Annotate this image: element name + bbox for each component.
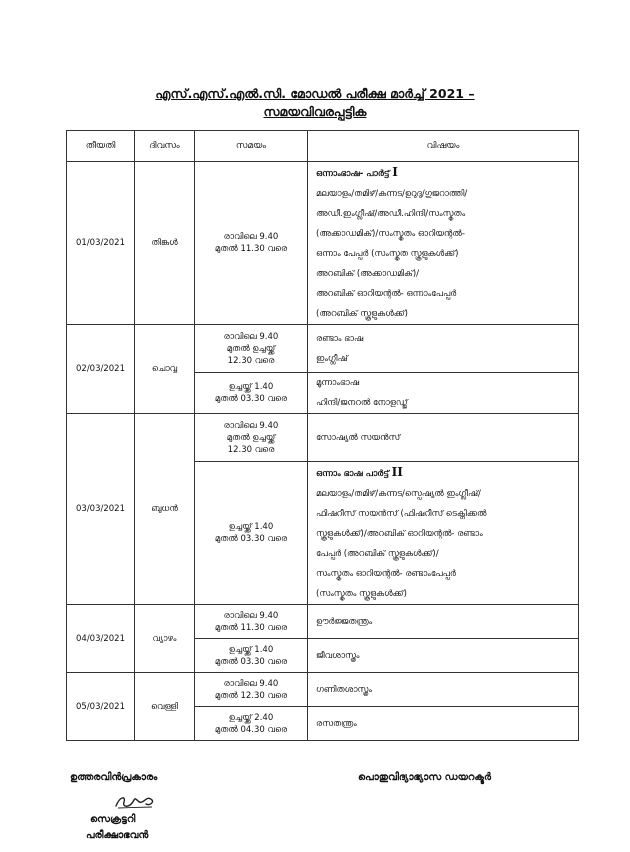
exam-subject	[308, 414, 579, 462]
subject-heading: ഒന്നാം ഭാഷ പാർട്ട്	[316, 469, 389, 479]
time-line: രാവിലെ 9.40	[223, 331, 279, 342]
exam-subject	[308, 373, 579, 414]
time-line: ഉച്ചയ്ക്ക് 2.40	[228, 712, 274, 723]
subject-line: മലയാളം/തമിഴ്/കന്നട/സ്പെഷ്യൽ ഇംഗ്ലീഷ്/	[316, 489, 481, 499]
table-row	[67, 673, 579, 707]
exam-subject	[308, 162, 579, 325]
time-line: മുതൽ 03.30 വരെ	[214, 656, 288, 667]
time-line: മുതൽ 11.30 വരെ	[214, 244, 288, 254]
header-date: തീയതി	[67, 131, 135, 162]
time-line: ഉച്ചയ്ക്ക് 1.40	[228, 644, 274, 655]
subject-line: (അറബിക് സ്കൂളുകൾക്ക്)	[316, 309, 408, 319]
time-line: മുതൽ ഉച്ചയ്ക്ക്	[226, 343, 276, 354]
exam-time	[195, 162, 308, 325]
time-line: മുതൽ 03.30 വരെ	[214, 534, 288, 544]
exam-subject	[308, 673, 579, 707]
secretary-label: സെക്രട്ടറി	[90, 814, 136, 825]
time-line: മുതൽ 04.30 വരെ	[214, 724, 288, 735]
subject-line: ഒന്നാം പേപ്പർ (സംസ്കൃത സ്കൂളുകൾക്ക്)	[316, 249, 459, 259]
subject-line: ജീവശാസ്ത്രം	[316, 650, 360, 661]
exam-time	[195, 325, 308, 373]
exam-day: വ്യാഴം	[135, 605, 195, 673]
subject-heading: ഒന്നാംഭാഷ- പാർട്ട്	[316, 169, 390, 179]
signature-image	[112, 792, 160, 812]
exam-date: 05/03/2021	[67, 673, 135, 741]
subject-line: രസതന്ത്രം	[316, 718, 357, 729]
time-line: മുതൽ 11.30 വരെ	[214, 622, 288, 633]
subject-line: രണ്ടാം ഭാഷ	[316, 333, 364, 344]
subject-line: ഊർജ്ജതന്ത്രം	[316, 616, 373, 627]
exam-time	[195, 639, 308, 673]
exam-subject	[308, 462, 579, 605]
by-order-label: ഉത്തരവിൻപ്രകാരം	[70, 772, 158, 783]
exam-time	[195, 605, 308, 639]
exam-subject	[308, 605, 579, 639]
exam-date: 04/03/2021	[67, 605, 135, 673]
subject-line: അഡീ.ഇംഗ്ലീഷ്/അഡീ.ഹിന്ദി/സംസ്കൃതം	[316, 209, 466, 219]
document-subtitle: സമയവിവരപ്പട്ടിക	[263, 104, 367, 119]
time-line: ഉച്ചയ്ക്ക് 1.40	[228, 382, 274, 392]
subject-line: (സംസ്കൃതം സ്കൂളുകൾക്ക്)	[316, 589, 407, 599]
table-row	[67, 605, 579, 639]
time-line: മുതൽ 03.30 വരെ	[214, 394, 288, 404]
subject-line: ഗണിതശാസ്ത്രം	[316, 684, 372, 695]
time-line: മുതൽ ഉച്ചയ്ക്ക്	[226, 432, 276, 443]
exam-subject	[308, 639, 579, 673]
exam-date: 03/03/2021	[67, 414, 135, 605]
table-row	[67, 414, 579, 462]
document-title: എസ്.എസ്.എൽ.സി. മോഡൽ പരീക്ഷ മാർച്ച് 2021 –	[155, 86, 475, 101]
exam-day: തിങ്കൾ	[135, 162, 195, 325]
subject-line: ഫിഷറീസ് സയൻസ് (ഫിഷറീസ് ടെക്നിക്കൽ	[316, 509, 487, 519]
exam-timetable	[66, 130, 579, 741]
exam-time	[195, 373, 308, 414]
exam-time	[195, 673, 308, 707]
time-line: രാവിലെ 9.40	[223, 678, 279, 689]
exam-time	[195, 462, 308, 605]
time-line: രാവിലെ 9.40	[223, 232, 279, 242]
time-line: ഉച്ചയ്ക്ക് 1.40	[228, 522, 274, 532]
exam-day: വെള്ളി	[135, 673, 195, 741]
part-numeral: I	[392, 165, 398, 179]
part-numeral: II	[391, 465, 403, 479]
subject-line: അറബിക് ഓറിയന്റൽ- ഒന്നാംപേപ്പർ	[316, 289, 457, 299]
subject-line: മലയാളം/തമിഴ്/കന്നട/ഉറുദു/ഗുജറാത്തി/	[316, 189, 468, 199]
subject-line: ഇംഗ്ലീഷ്	[316, 353, 348, 364]
time-line: 12.30 വരെ	[227, 444, 275, 455]
exam-subject	[308, 707, 579, 741]
exam-time	[195, 414, 308, 462]
exam-subject	[308, 325, 579, 373]
exam-date: 01/03/2021	[67, 162, 135, 325]
table-row	[67, 162, 579, 325]
exam-time	[195, 707, 308, 741]
header-time: സമയം	[195, 131, 308, 162]
subject-line: സോഷ്യൽ സയൻസ്	[316, 432, 401, 443]
subject-line	[316, 162, 578, 184]
office-label: പരീക്ഷാഭവൻ	[86, 830, 149, 841]
exam-day: ചൊവ്വ	[135, 325, 195, 414]
table-row	[67, 325, 579, 373]
subject-line: അറബിക് (അക്കാഡമിക്)/	[316, 269, 420, 279]
header-subject: വിഷയം	[308, 131, 579, 162]
time-line: രാവിലെ 9.40	[223, 420, 279, 431]
subject-line: മൂന്നാംഭാഷ	[316, 378, 360, 388]
subject-line: (അക്കാഡമിക്)/സംസ്കൃതം ഓറിയന്റൽ-	[316, 229, 465, 239]
subject-line: ഹിന്ദി/ജനറൽ നോളഡ്ജ്	[316, 398, 408, 408]
subject-line: സംസ്കൃതം ഓറിയന്റൽ- രണ്ടാംപേപ്പർ	[316, 569, 456, 579]
subject-line	[316, 462, 578, 484]
director-label: പൊതുവിദ്യാഭ്യാസ ഡയറക്ടർ	[358, 772, 491, 783]
subject-line: സ്കൂളുകൾക്ക്)/അറബിക് ഓറിയന്റൽ- രണ്ടാം	[316, 529, 483, 539]
time-line: 12.30 വരെ	[227, 355, 275, 366]
table-header-row	[67, 131, 579, 162]
exam-date: 02/03/2021	[67, 325, 135, 414]
header-day: ദിവസം	[135, 131, 195, 162]
subject-line: പേപ്പർ (അറബിക് സ്കൂളുകൾക്ക്)/	[316, 549, 439, 559]
exam-day: ബുധൻ	[135, 414, 195, 605]
time-line: മുതൽ 12.30 വരെ	[214, 690, 288, 701]
time-line: രാവിലെ 9.40	[223, 610, 279, 621]
